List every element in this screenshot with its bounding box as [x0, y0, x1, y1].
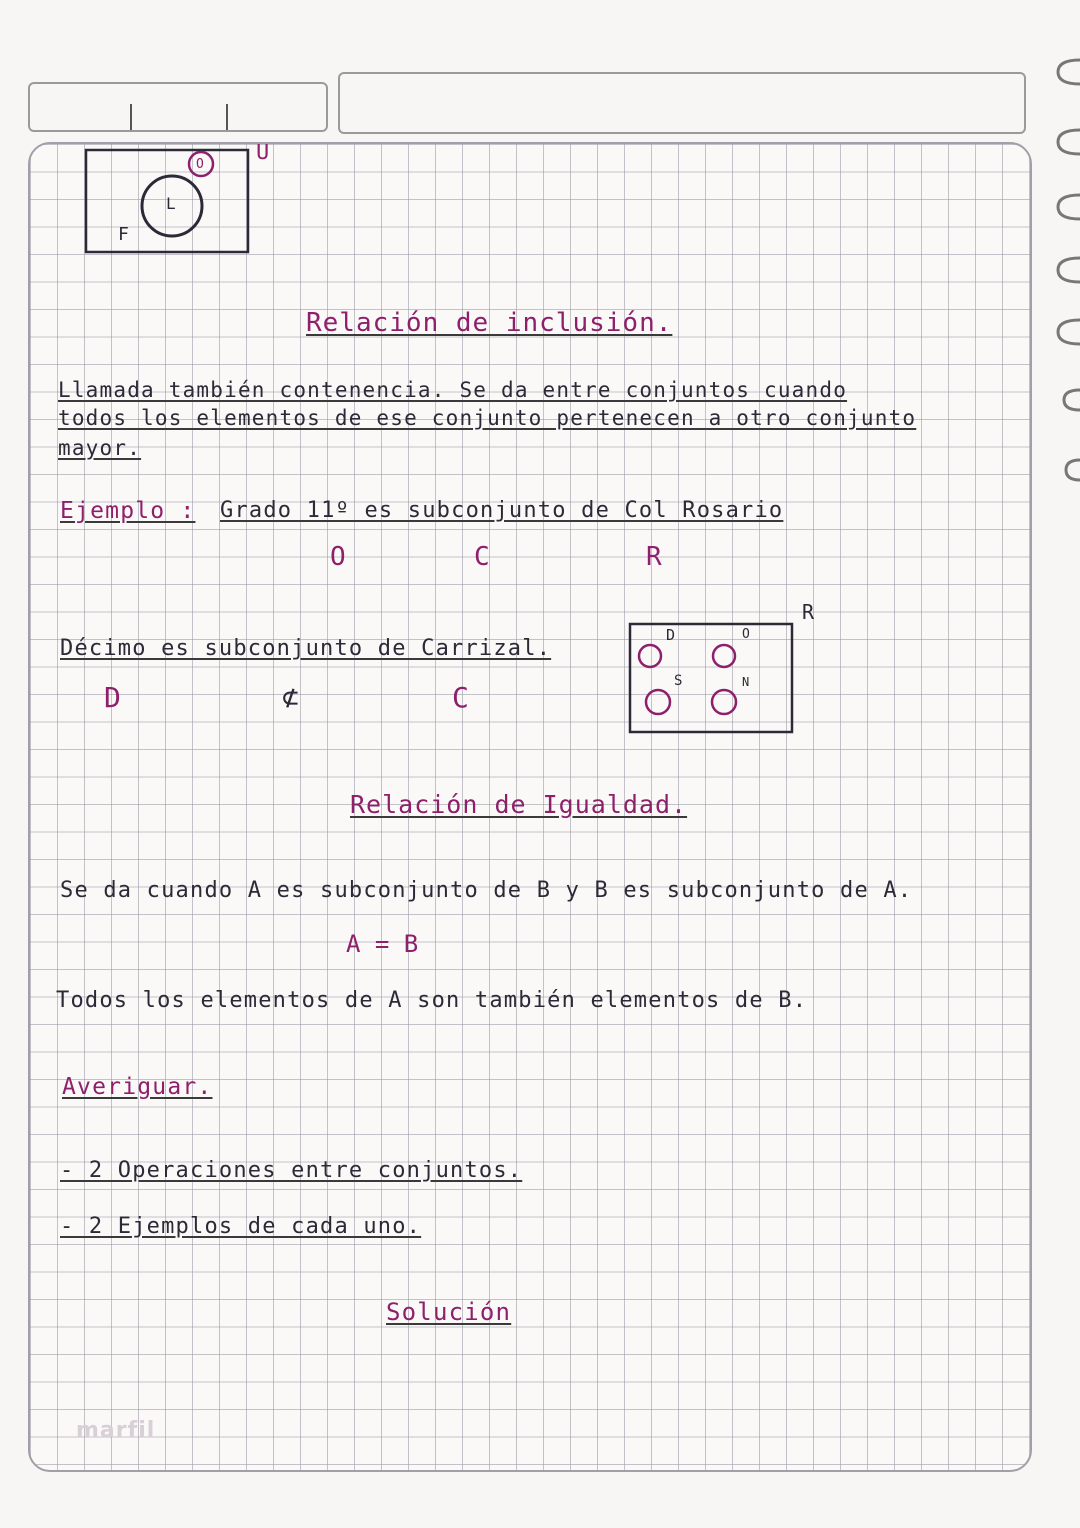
section-title-inclusion: Relación de inclusión. [306, 308, 673, 338]
brand-watermark: marfil [76, 1418, 156, 1443]
header-divider [130, 104, 132, 130]
paragraph-line: Llamada también contenencia. Se da entre conjuntos cuando [58, 378, 848, 402]
symbol-row1: R [646, 542, 662, 572]
equation: A = B [346, 930, 419, 958]
task-item: - 2 Ejemplos de cada uno. [60, 1214, 422, 1239]
paragraph-line: todos los elementos de ese conjunto pertenecen a otro conjunto [58, 406, 917, 430]
example-prefix: Ejemplo : [60, 498, 196, 524]
venn-diagram-top [84, 148, 284, 256]
section-title-equality: Relación de Igualdad. [350, 790, 688, 819]
symbol-row2: ⊄ [282, 681, 299, 714]
header-box-left [28, 82, 328, 132]
task-item: - 2 Operaciones entre conjuntos. [60, 1158, 523, 1183]
symbol-row2: D [104, 681, 121, 714]
example-text: Grado 11º es subconjunto de Col Rosario [220, 498, 784, 523]
set-element: O [742, 627, 750, 642]
symbol-row1: O [330, 542, 346, 572]
set-element: D [666, 626, 676, 644]
equality-definition: Se da cuando A es subconjunto de B y B es subconjunto de A. [60, 878, 913, 903]
symbol-row2: C [452, 681, 469, 714]
venn-small-label: O [196, 157, 204, 172]
solution-heading: Solución [386, 1298, 512, 1326]
paragraph-line: mayor. [58, 436, 142, 460]
header-box-right [338, 72, 1026, 134]
symbol-row1: C [474, 542, 490, 572]
venn-outer-label: F [118, 224, 129, 245]
equality-note: Todos los elementos de A son también elementos de B. [56, 988, 808, 1013]
header-divider [226, 104, 228, 130]
universe-label: U [256, 142, 270, 165]
set-r-label: R [802, 600, 815, 624]
set-r-diagram [628, 622, 798, 738]
section-title-averiguar: Averiguar. [62, 1074, 213, 1100]
example2-text: Décimo es subconjunto de Carrizal. [60, 636, 552, 661]
set-element: S [674, 673, 683, 689]
set-element: N [742, 675, 750, 689]
grid-paper [28, 142, 1032, 1472]
venn-inner-label: L [166, 194, 176, 213]
spiral-binding [1040, 40, 1080, 700]
